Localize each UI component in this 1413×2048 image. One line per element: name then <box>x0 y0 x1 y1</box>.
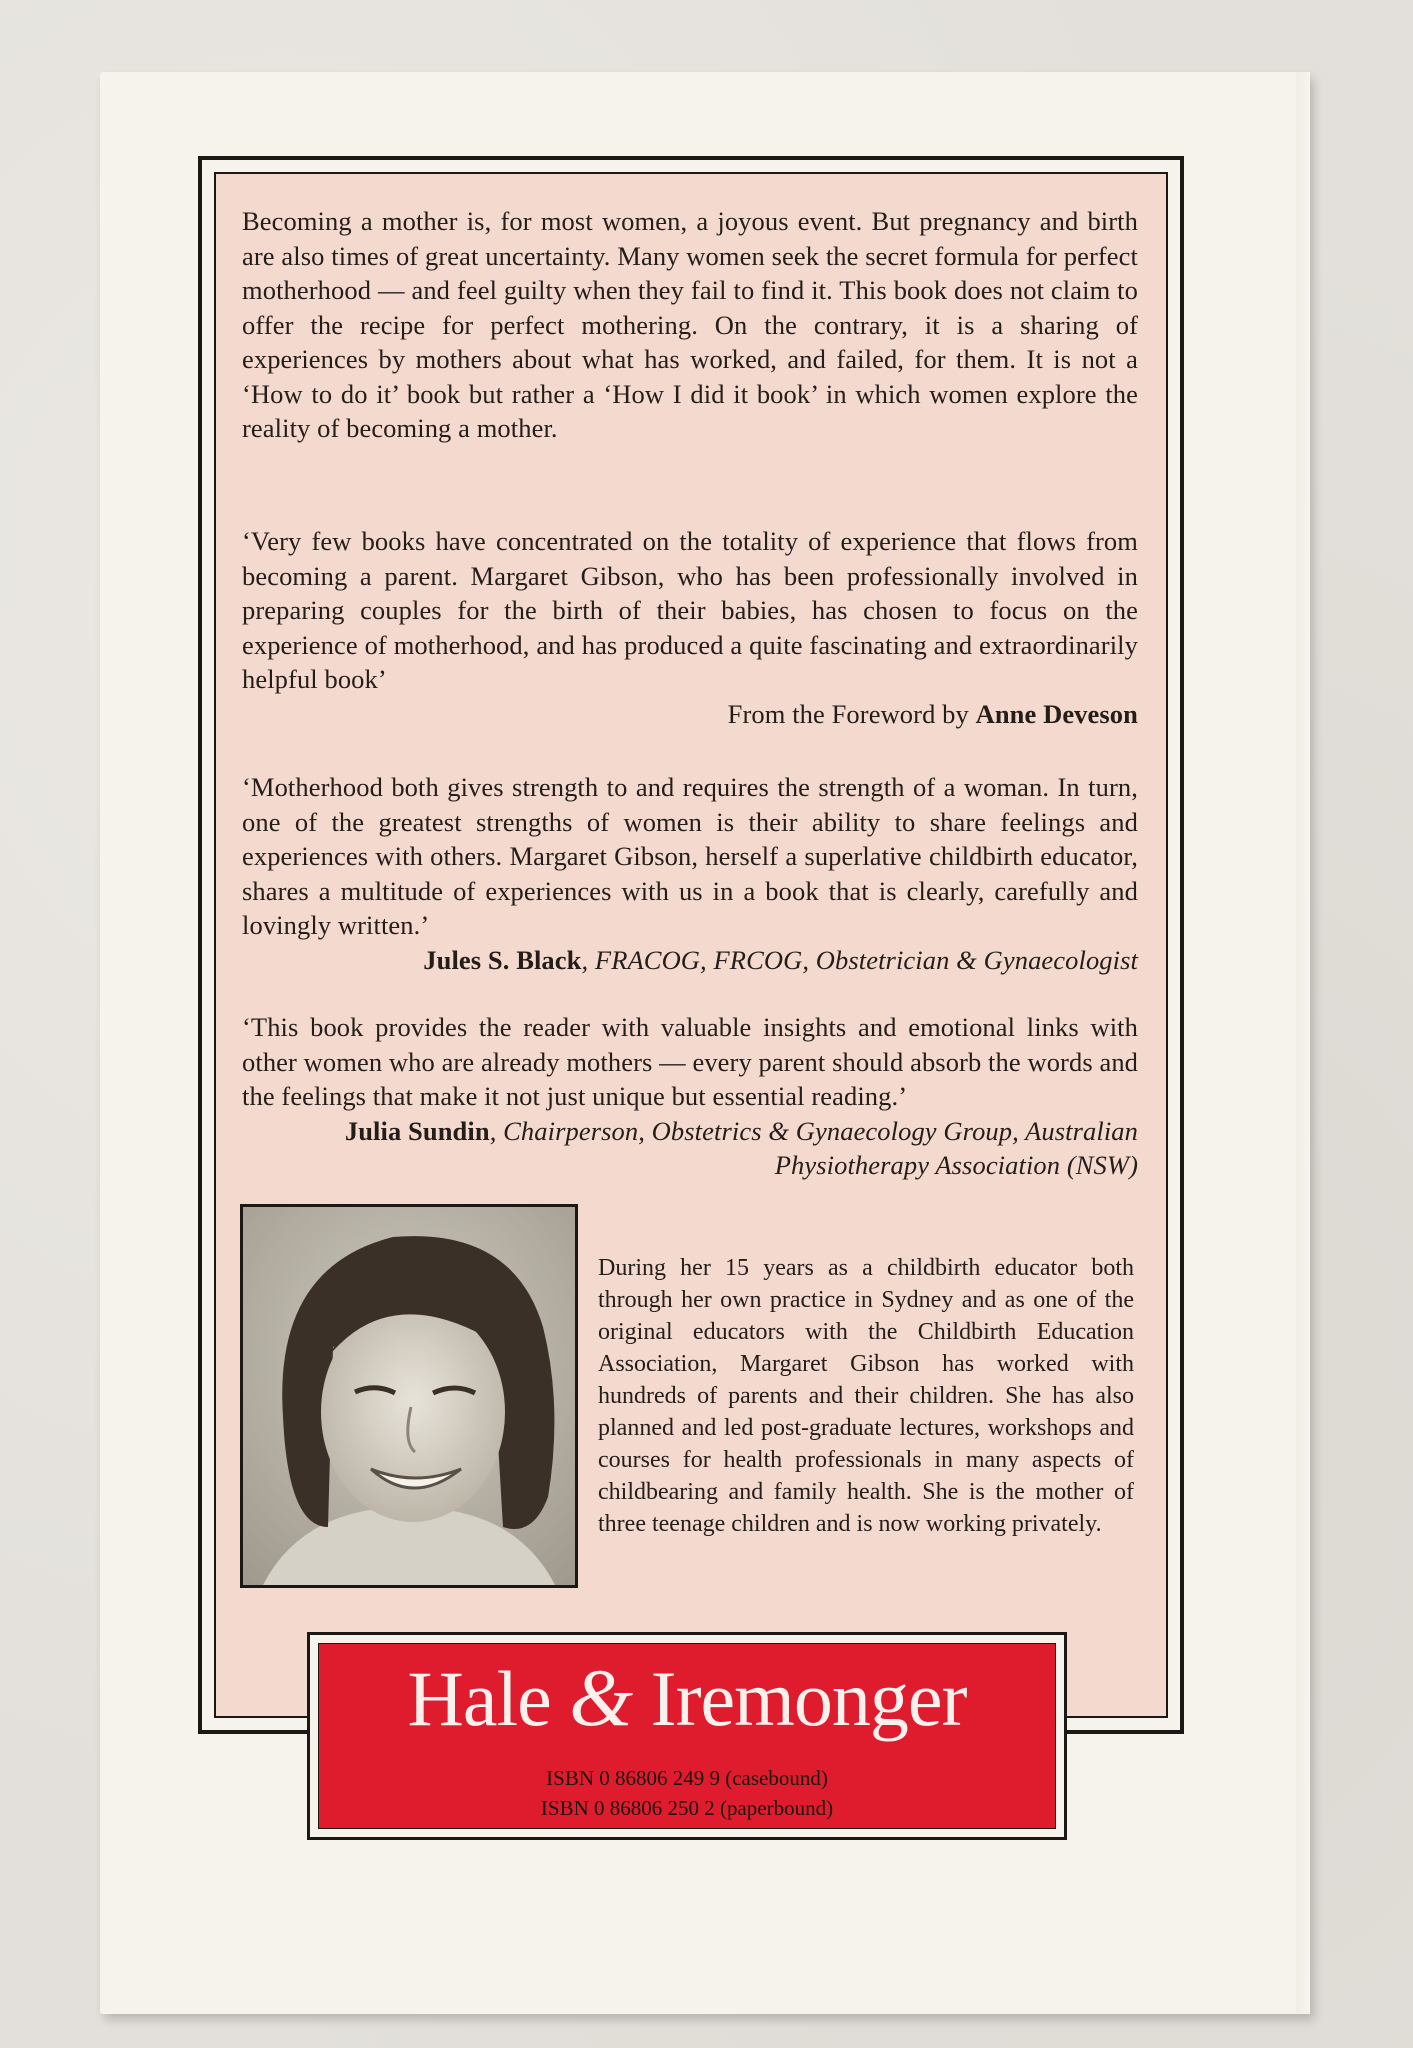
author-photo <box>240 1204 578 1588</box>
attribution-prefix: From the Foreword by <box>727 698 976 729</box>
publisher-name <box>319 1650 1055 1747</box>
book-blurb: Becoming a mother is, for most women, a joyous event. But pregnancy and birth are also times of great uncertainty. Many women seek the secret formula for perfect motherhood — and feel guilty when they fail to find it. This book does not claim to offer the recipe for perfect mothering. On the contrary, it is a sharing of experiences by mothers about what has worked, and failed, for them. It is not a ‘How to do it’ book but rather a ‘How I did it book’ in which women explore the reality of becoming a mother. <box>242 206 1138 443</box>
attribution-credentials: , FRACOG, FRCOG, Obstetrician & Gynaecologist <box>581 944 1138 975</box>
isbn-casebound: ISBN 0 86806 249 9 (casebound) <box>546 1766 828 1790</box>
author-bio: During her 15 years as a childbirth educator both through her own practice in Sydney and as one of the original educators with the Childbirth Education Association, Margaret Gibson has worked with hundreds of parents and their children. She has also planned and led post-graduate lectures, workshops and courses for health professionals in many aspects of childbearing and family health. She is the mother of three teenage children and is now working privately. <box>598 1255 1134 1537</box>
attribution-credentials: , Chairperson, Obstetrics & Gynaecology Group, Australian Physiotherapy Association (NSW) <box>489 1115 1138 1180</box>
publisher-box <box>307 1632 1067 1840</box>
attribution-author: Jules S. Black <box>423 944 582 975</box>
attribution-author: Anne Deveson <box>975 698 1138 729</box>
quote-jules-black <box>242 770 1138 977</box>
isbn-paperbound: ISBN 0 86806 250 2 (paperbound) <box>540 1796 834 1820</box>
quote-attribution <box>242 1114 1138 1183</box>
quote-julia-sundin <box>242 1010 1138 1183</box>
book-page-edge <box>1296 72 1310 2014</box>
attribution-author: Julia Sundin <box>344 1115 490 1146</box>
publisher-logo-panel <box>318 1643 1056 1829</box>
quote-text: ‘This book provides the reader with valuable insights and emotional links with other women who are already mothers — every parent should absorb the words and the feelings that make it not just unique but essential reading.’ <box>242 1012 1139 1111</box>
book-back-cover <box>100 72 1310 2014</box>
quote-attribution <box>242 697 1138 732</box>
publisher-ampersand: & <box>569 1652 633 1743</box>
author-portrait-icon <box>243 1207 575 1585</box>
quote-text: ‘Very few books have concentrated on the totality of experience that flows from becoming a parent. Margaret Gibson, who has been professionally involved in preparing couples for the birth of their babies, has chosen to focus on the experience of motherhood, and has produced a quite fascinating and extraordinarily helpful book’ <box>242 526 1138 694</box>
quote-attribution <box>242 943 1138 978</box>
quote-foreword <box>242 524 1138 731</box>
publisher-name-part1: Hale <box>407 1655 551 1742</box>
quote-text: ‘Motherhood both gives strength to and requires the strength of a woman. In turn, one of the greatest strengths of women is their ability to share feelings and experiences with others. Margaret Gibson, herself a superlative childbirth educator, shares a multitude of experiences with us in a book that is clearly, carefully and lovingly written.’ <box>242 772 1138 940</box>
publisher-name-part2: Iremonger <box>650 1655 967 1742</box>
